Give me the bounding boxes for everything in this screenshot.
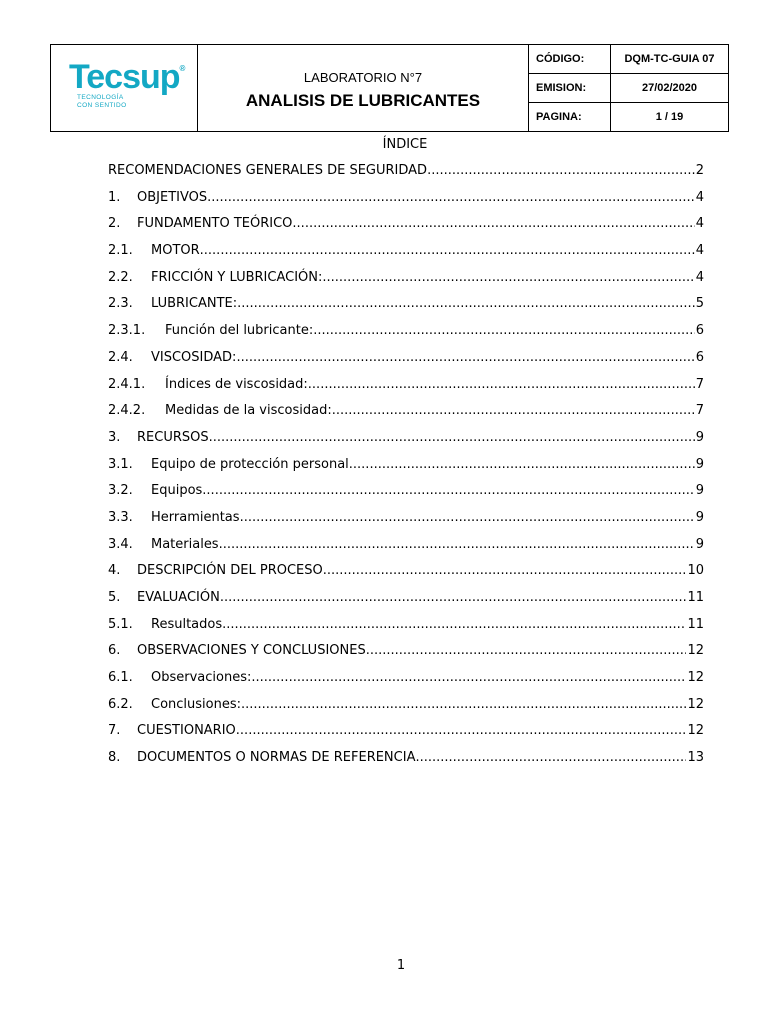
- toc-entry-number: 6.: [108, 643, 121, 659]
- toc-entry[interactable]: [108, 483, 704, 510]
- toc-entry-page: 2: [695, 163, 704, 178]
- pagina-label: PAGINA:: [529, 103, 611, 132]
- toc-entry-number: 3.2.: [108, 483, 133, 499]
- toc-heading: ÍNDICE: [382, 137, 428, 152]
- toc-dot-leader: [200, 243, 695, 258]
- toc-entry-title: Materiales: [151, 536, 219, 552]
- toc-dot-leader: [207, 190, 695, 205]
- toc-entry-number: 3.4.: [108, 536, 133, 552]
- toc-entry-number: 2.1.: [108, 243, 133, 259]
- toc-entry[interactable]: [108, 216, 704, 243]
- toc-entry-title: FUNDAMENTO TEÓRICO: [137, 216, 293, 232]
- toc-dot-leader: [366, 643, 687, 658]
- toc-entry-number: 7.: [108, 723, 121, 739]
- toc-entry[interactable]: [108, 750, 704, 777]
- toc-entry-number: 2.3.: [108, 296, 133, 312]
- toc-dot-leader: [313, 323, 695, 338]
- toc-entry-number: 6.2.: [108, 696, 133, 712]
- toc-entry-number: 5.1.: [108, 616, 133, 632]
- toc-entry[interactable]: [108, 296, 704, 323]
- toc-entry[interactable]: [108, 243, 704, 270]
- tecsup-logo: [51, 46, 197, 130]
- toc-entry-number: 2.2.: [108, 269, 133, 285]
- toc-entry-page: 4: [695, 216, 704, 232]
- toc-entry[interactable]: [108, 670, 704, 697]
- toc-entry[interactable]: [108, 723, 704, 750]
- toc-entry-title: OBJETIVOS: [137, 189, 208, 205]
- toc-entry-page: 13: [687, 750, 704, 766]
- toc-entry-page: 9: [695, 509, 704, 525]
- toc-entry-page: 12: [687, 696, 704, 712]
- toc-dot-leader: [332, 403, 695, 418]
- toc-entry[interactable]: [108, 617, 704, 644]
- toc-entry-title: Medidas de la viscosidad:: [165, 403, 332, 419]
- toc-entry[interactable]: [108, 510, 704, 537]
- toc-entry-title: RECOMENDACIONES GENERALES DE SEGURIDAD: [108, 163, 428, 178]
- toc-entry-number: 2.: [108, 216, 121, 232]
- toc-entry-title: DOCUMENTOS O NORMAS DE REFERENCIA: [137, 750, 416, 766]
- emision-value: 27/02/2020: [611, 74, 729, 103]
- toc-entry-number: 3.1.: [108, 456, 133, 472]
- toc-entry[interactable]: [108, 457, 704, 484]
- toc-entry-number: 6.1.: [108, 670, 133, 686]
- toc-entry-page: 11: [687, 590, 704, 605]
- toc-entry-title: Equipos: [151, 483, 203, 499]
- toc-entry-number: 3.3.: [108, 509, 133, 525]
- toc-entry-page: 10: [687, 563, 704, 579]
- toc-entry-title: CUESTIONARIO: [137, 723, 236, 739]
- toc-entry[interactable]: [108, 403, 704, 430]
- toc-entry-page: 12: [687, 670, 704, 686]
- toc-entry-number: 2.4.1.: [108, 376, 146, 392]
- toc-entry-title: LUBRICANTE:: [151, 296, 238, 312]
- toc-entry[interactable]: [108, 430, 704, 457]
- toc-entry-page: 11: [687, 616, 704, 632]
- document-title: ANALISIS DE LUBRICANTES: [245, 90, 481, 110]
- toc-dot-leader: [202, 483, 694, 498]
- toc-entry-number: 1.: [108, 189, 121, 205]
- toc-dot-leader: [349, 457, 695, 472]
- toc-entry-page: 4: [695, 243, 704, 259]
- lab-number: LABORATORIO N°7: [303, 69, 423, 85]
- toc-dot-leader: [323, 563, 687, 578]
- title-cell: [198, 45, 529, 132]
- toc-dot-leader: [251, 670, 686, 685]
- toc-dot-leader: [415, 750, 686, 765]
- toc-entry-page: 12: [687, 643, 704, 659]
- document-header: [50, 44, 729, 132]
- toc-entry-number: 2.3.1.: [108, 323, 146, 339]
- toc-dot-leader: [220, 590, 687, 605]
- toc-entry-title: Resultados: [151, 616, 223, 632]
- toc-dot-leader: [427, 163, 695, 178]
- toc-entry-page: 9: [695, 483, 704, 499]
- toc-entry-number: 8.: [108, 750, 121, 766]
- toc-entry[interactable]: [108, 163, 704, 190]
- emision-label: EMISION:: [529, 74, 611, 103]
- logo-tagline: TECNOLOGÍA CON SENTIDO: [77, 94, 127, 109]
- toc-entry-number: 3.: [108, 429, 121, 445]
- toc-dot-leader: [308, 377, 695, 392]
- toc-entry-title: Índices de viscosidad:: [165, 376, 308, 392]
- toc-entry-title: Equipo de protección personal: [151, 456, 349, 472]
- toc-entry[interactable]: [108, 323, 704, 350]
- toc-entry-title: Función del lubricante:: [165, 323, 314, 339]
- toc-dot-leader: [222, 617, 686, 632]
- toc-entry-page: 7: [695, 403, 704, 419]
- toc-entry-title: EVALUACIÓN: [137, 590, 220, 605]
- toc-dot-leader: [209, 430, 695, 445]
- toc-dot-leader: [292, 216, 694, 231]
- toc-entry-title: Herramientas: [151, 509, 240, 525]
- toc-entry[interactable]: [108, 377, 704, 404]
- toc-entry-page: 6: [695, 349, 704, 365]
- toc-dot-leader: [241, 697, 686, 712]
- toc-entry-page: 7: [695, 376, 704, 392]
- toc-entry-title: RECURSOS: [137, 429, 209, 445]
- toc-entry-number: 4.: [108, 563, 121, 579]
- toc-entry-page: 9: [695, 536, 704, 552]
- page-number: 1: [396, 958, 406, 973]
- logo-wordmark: Tecsup®: [69, 58, 186, 96]
- toc-dot-leader: [237, 296, 695, 311]
- toc-dot-leader: [236, 723, 687, 738]
- toc-entry-title: FRICCIÓN Y LUBRICACIÓN:: [151, 269, 323, 285]
- toc-entry-title: DESCRIPCIÓN DEL PROCESO: [137, 563, 323, 579]
- codigo-value: DQM-TC-GUIA 07: [611, 45, 729, 74]
- toc-entry[interactable]: [108, 270, 704, 297]
- toc-entry-title: VISCOSIDAD:: [151, 349, 237, 365]
- toc-entry-title: OBSERVACIONES Y CONCLUSIONES: [137, 643, 366, 659]
- codigo-label: CÓDIGO:: [529, 45, 611, 74]
- toc-dot-leader: [219, 537, 695, 552]
- toc-dot-leader: [322, 270, 694, 285]
- toc-entry[interactable]: [108, 697, 704, 724]
- toc-entry[interactable]: [108, 643, 704, 670]
- toc-entry-page: 6: [695, 323, 704, 339]
- toc-entry-title: MOTOR: [151, 243, 200, 259]
- table-of-contents: [108, 163, 704, 777]
- toc-entry-number: 2.4.: [108, 349, 133, 365]
- logo-cell: [51, 45, 198, 132]
- toc-entry-number: 2.4.2.: [108, 403, 146, 419]
- toc-dot-leader: [236, 350, 694, 365]
- toc-entry-page: 5: [695, 296, 704, 312]
- toc-entry[interactable]: [108, 590, 704, 617]
- toc-entry-page: 4: [695, 269, 704, 285]
- toc-dot-leader: [240, 510, 695, 525]
- toc-entry-page: 9: [695, 429, 704, 445]
- toc-entry-page: 9: [695, 456, 704, 472]
- toc-entry[interactable]: [108, 350, 704, 377]
- toc-entry-title: Conclusiones:: [151, 696, 241, 712]
- toc-entry[interactable]: [108, 190, 704, 217]
- toc-entry-number: 5.: [108, 590, 121, 605]
- toc-entry-page: 4: [695, 189, 704, 205]
- toc-entry-title: Observaciones:: [151, 670, 252, 686]
- toc-entry-page: 12: [687, 723, 704, 739]
- toc-entry[interactable]: [108, 537, 704, 564]
- pagina-value: 1 / 19: [611, 103, 729, 132]
- toc-entry[interactable]: [108, 563, 704, 590]
